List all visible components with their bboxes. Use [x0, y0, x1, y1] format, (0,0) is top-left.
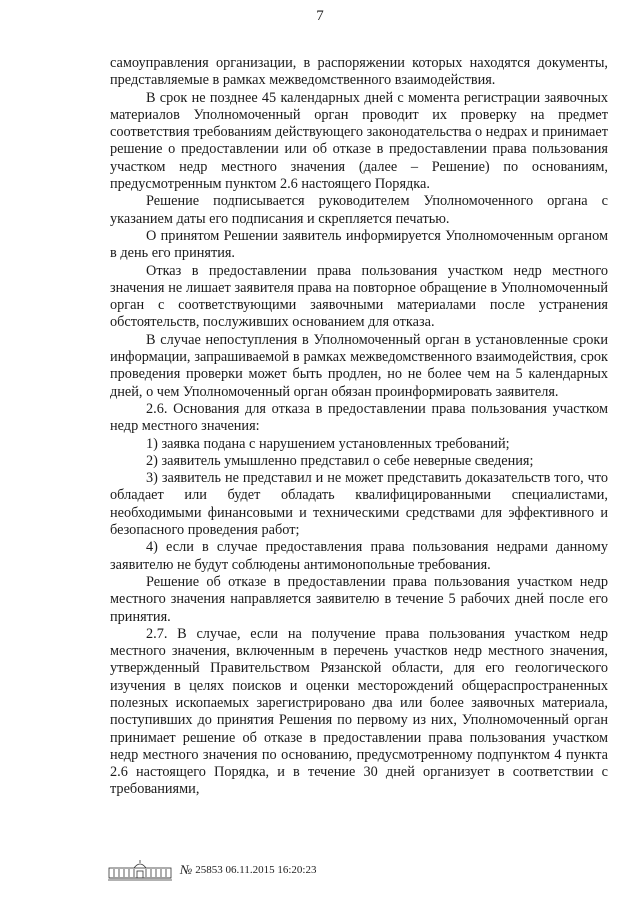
paragraph: В случае непоступления в Уполномоченный орган в установленные сроки информации, запрашиваемой в рамках межведомственного взаимодействия, срок проведения проверки может быть продлен, но не более чем на 5 календарных дней, о чем Уполномоченный орган обязан проинформировать заявителя.	[110, 331, 608, 400]
list-item: 2) заявитель умышленно представил о себе неверные сведения;	[146, 452, 534, 469]
number-sign: №	[180, 862, 193, 877]
building-emblem-icon	[108, 859, 172, 881]
paragraph: В срок не позднее 45 календарных дней с момента регистрации заявочных материалов Уполномоченный орган проводит их проверку на предмет соответствия требованиям действующего законодательства о недрах и принимает решение о предоставлении или об отказе в предоставлении права пользования участком недр местного значения (далее – Решение) по основаниям, предусмотренным пунктом 2.6 настоящего Порядка.	[110, 89, 608, 193]
section-heading-2-6: 2.6. Основания для отказа в предоставлении права пользования участком недр местного значения:	[110, 400, 608, 435]
document-body	[110, 55, 608, 799]
paragraph: Решение об отказе в предоставлении права пользования участком недр местного значения направляется заявителю в течение 5 рабочих дней после его принятия.	[110, 573, 608, 625]
paragraph: Отказ в предоставлении права пользования участком недр местного значения не лишает заявителя права на повторное обращение в Уполномоченный орган с соответствующими заявочными материалами после устранения обстоятельств, послуживших основанием для отказа.	[110, 262, 608, 331]
list-item: 3) заявитель не представил и не может представить доказательств того, что обладает или будет обладать квалифицированными специалистами, необходимыми финансовыми и техническими средствами для эффективного и безопасного проведения работ;	[110, 470, 608, 539]
list-item: 4) если в случае предоставления права пользования недрами данному заявителю не будут соблюдены антимонопольные требования.	[110, 539, 608, 573]
section-2-7: 2.7. В случае, если на получение права пользования участком недр местного значения, включенным в перечень участков недр местного значения, утвержденный Правительством Рязанской области, для его геологического изучения в целях поисков и оценки месторождений общераспространенных полезных ископаемых зарегистрировано два или более заявочных материала, поступивших до принятия Решения по первому из них, Уполномоченный орган принимает решение об отказе в предоставлении права пользования участком недр местного значения по основанию, предусмотренному подпунктом 4 пункта 2.6 настоящего Порядка, и в течение 30 дней организует в соответствии с требованиями,	[110, 625, 608, 798]
paragraph: О принятом Решении заявитель информируется Уполномоченным органом в день его принятия.	[110, 227, 608, 262]
paragraph: Решение подписывается руководителем Уполномоченного органа с указанием даты его подписания и скрепляется печатью.	[110, 193, 608, 227]
list-item: 1) заявка подана с нарушением установленных требований;	[146, 435, 510, 452]
registration-stamp: 25853 06.11.2015 16:20:23	[195, 864, 317, 876]
paragraph: самоуправления организации, в распоряжении которых находятся документы, представляемые в рамках межведомственного взаимодействия.	[110, 55, 608, 89]
page-number: 7	[316, 8, 324, 24]
registration-footer	[108, 859, 316, 881]
